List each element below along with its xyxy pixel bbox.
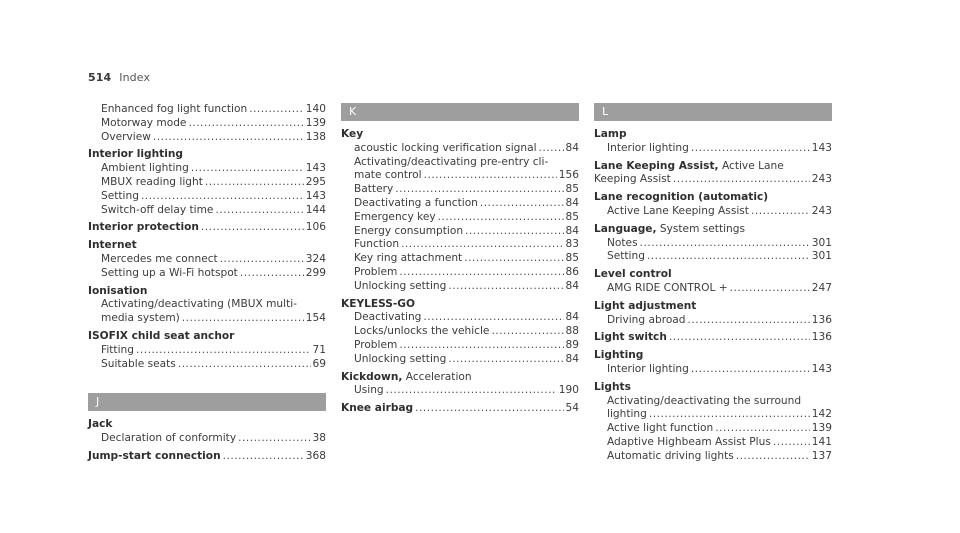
page-reference: 136 <box>811 313 832 326</box>
dot-leader <box>688 314 810 328</box>
index-subentry-text: AMG RIDE CONTROL + <box>607 281 728 294</box>
index-subentry-text: Key ring attachment <box>354 252 463 265</box>
page-reference: 144 <box>305 203 326 216</box>
index-subentry-text: lighting <box>607 408 647 421</box>
index-heading-suffix: Acceleration <box>402 370 472 383</box>
page-reference: 368 <box>305 449 326 462</box>
page-reference: 190 <box>558 384 579 397</box>
index-subentry-text: Ambient lighting <box>101 162 189 175</box>
index-entry <box>594 268 832 296</box>
dot-leader <box>153 131 304 145</box>
index-subentry <box>341 238 579 252</box>
index-subentry-text: Deactivating a function <box>354 196 478 209</box>
dot-leader <box>673 173 810 187</box>
dot-leader <box>640 237 810 251</box>
page-reference: 139 <box>305 116 326 129</box>
index-subentry <box>594 142 832 156</box>
index-entry-row <box>88 221 326 235</box>
index-subentry-text: Adaptive Highbeam Assist Plus <box>607 435 771 448</box>
page-title: Index <box>119 71 151 84</box>
page-reference: 85 <box>565 252 579 265</box>
dot-leader <box>386 384 557 398</box>
index-subentry <box>594 237 832 251</box>
page-header <box>88 71 150 84</box>
page-reference: 143 <box>811 362 832 375</box>
index-entry <box>341 402 579 416</box>
index-heading-line <box>594 160 832 174</box>
index-subentry-text: mate control <box>354 169 422 182</box>
dot-leader <box>424 169 557 183</box>
dot-leader <box>191 162 304 176</box>
index-subentry-text: Declaration of conformity <box>101 432 237 445</box>
page-reference: 136 <box>811 331 832 344</box>
index-entry <box>88 418 326 446</box>
index-subentry-text: MBUX reading light <box>101 175 203 188</box>
index-heading-line <box>594 349 832 363</box>
index-heading-line <box>341 371 579 385</box>
index-subentry <box>594 422 832 436</box>
index-subentry <box>88 344 326 358</box>
index-heading: Internet <box>88 239 137 252</box>
index-subentry <box>341 142 579 156</box>
index-entry <box>594 381 832 464</box>
dot-leader <box>215 204 303 218</box>
index-subentry <box>341 211 579 225</box>
index-heading-line <box>594 300 832 314</box>
index-subentry <box>88 117 326 131</box>
index-subentry <box>341 252 579 266</box>
index-heading: Ionisation <box>88 284 148 297</box>
index-subentry-text: Deactivating <box>354 311 422 324</box>
index-entry <box>88 148 326 217</box>
index-subentry-text: Switch-off delay time <box>101 203 214 216</box>
dot-leader <box>669 331 810 345</box>
page-reference: 89 <box>565 338 579 351</box>
page-reference: 143 <box>305 162 326 175</box>
index-subentry-text: Active Lane Keeping Assist <box>607 204 749 217</box>
page-reference: 86 <box>565 265 579 278</box>
page-reference: 139 <box>811 422 832 435</box>
index-subentry-text: media system) <box>101 312 180 325</box>
index-heading-line <box>341 128 579 142</box>
index-heading: Language, <box>594 222 657 235</box>
dot-leader <box>539 142 564 156</box>
index-heading-line <box>594 381 832 395</box>
index-subentry <box>341 225 579 239</box>
index-heading-line <box>88 285 326 299</box>
index-heading: Light switch <box>594 331 667 344</box>
index-heading-line <box>594 223 832 237</box>
dot-leader <box>691 363 810 377</box>
index-heading-line <box>594 268 832 282</box>
dot-leader <box>465 225 563 239</box>
index-subentry <box>341 339 579 353</box>
dot-leader <box>205 176 304 190</box>
index-subentry-text: Overview <box>101 130 151 143</box>
dot-leader <box>395 183 563 197</box>
index-heading: Light adjustment <box>594 299 697 312</box>
index-subentry <box>594 436 832 450</box>
index-entry <box>594 300 832 328</box>
index-subentry-text: Active light function <box>607 422 714 435</box>
index-entry <box>594 223 832 264</box>
index-heading-line <box>88 418 326 432</box>
index-entry <box>341 298 579 367</box>
index-entry <box>341 371 579 399</box>
index-entry <box>88 450 326 464</box>
index-entry <box>594 349 832 377</box>
index-subentry <box>594 205 832 219</box>
index-heading: Jack <box>88 418 113 431</box>
index-heading: Kickdown, <box>341 370 403 383</box>
page-reference: 243 <box>811 204 832 217</box>
index-entry <box>594 128 832 156</box>
dot-leader <box>249 103 304 117</box>
page-reference: 83 <box>565 238 579 251</box>
dot-leader <box>188 117 303 131</box>
page-reference: 247 <box>811 281 832 294</box>
index-entry <box>341 128 579 294</box>
dot-leader <box>399 339 563 353</box>
dot-leader <box>223 450 304 464</box>
index-subentry-text: Function <box>354 238 400 251</box>
index-subentry <box>594 250 832 264</box>
page-reference: 88 <box>565 325 579 338</box>
index-heading-suffix: System settings <box>656 222 746 235</box>
dot-leader <box>730 282 810 296</box>
index-subentry <box>594 314 832 328</box>
page-reference: 69 <box>312 357 326 370</box>
index-subentry-text: Battery <box>354 183 394 196</box>
index-subentry-text: Enhanced fog light function <box>101 103 248 115</box>
page-reference: 243 <box>811 173 832 186</box>
dot-leader <box>178 358 311 372</box>
page-reference: 54 <box>565 402 579 415</box>
index-heading-line <box>88 330 326 344</box>
index-subentry-text: Unlocking setting <box>354 352 447 365</box>
index-entry <box>88 103 326 144</box>
dot-leader <box>201 221 304 235</box>
index-heading: KEYLESS-GO <box>341 297 415 310</box>
dot-leader <box>220 253 304 267</box>
dot-leader <box>715 422 810 436</box>
index-subentry-text: Unlocking setting <box>354 279 447 292</box>
index-heading-line <box>88 148 326 162</box>
page-reference: 143 <box>305 189 326 202</box>
index-subentry <box>88 204 326 218</box>
index-subentry <box>88 131 326 145</box>
index-heading-line <box>594 191 832 205</box>
index-subentry <box>594 173 832 187</box>
page-reference: 84 <box>565 224 579 237</box>
index-subentry <box>88 162 326 176</box>
page-reference: 84 <box>565 352 579 365</box>
page-reference: 156 <box>558 169 579 182</box>
index-subentry <box>341 266 579 280</box>
page-reference: 141 <box>811 435 832 448</box>
index-subentry <box>341 353 579 367</box>
page-reference: 301 <box>811 236 832 249</box>
index-entry-row <box>341 402 579 416</box>
index-subentry <box>594 408 832 422</box>
dot-leader <box>240 267 304 281</box>
index-subentry-text: Interior lighting <box>607 362 689 375</box>
index-subentry <box>88 432 326 446</box>
page-reference: 142 <box>811 408 832 421</box>
index-subentry <box>88 103 326 117</box>
page-reference: 301 <box>811 250 832 263</box>
index-subentry <box>341 384 579 398</box>
index-heading: Lane Keeping Assist, <box>594 159 719 172</box>
section-letter-bar: K <box>341 103 579 121</box>
index-subentry-line: Activating/deactivating pre-entry cli- <box>354 155 549 168</box>
dot-leader <box>136 344 311 358</box>
page-reference: 106 <box>305 221 326 234</box>
index-subentry-text: Interior lighting <box>607 141 689 154</box>
index-subentry <box>88 253 326 267</box>
index-subentry-text: Setting <box>101 189 139 202</box>
index-heading: Key <box>341 128 364 140</box>
index-subentry-line: Activating/deactivating (MBUX multi- <box>101 298 297 311</box>
index-subentry-text: Emergency key <box>354 210 436 223</box>
index-subentry-text: acoustic locking verification signal <box>354 141 537 154</box>
dot-leader <box>464 252 563 266</box>
dot-leader <box>773 436 810 450</box>
page-reference: 71 <box>312 343 326 356</box>
index-subentry <box>341 197 579 211</box>
dot-leader <box>415 402 563 416</box>
page-number: 514 <box>88 71 112 84</box>
page-reference: 85 <box>565 183 579 196</box>
index-subentry <box>341 325 579 339</box>
index-subentry <box>341 311 579 325</box>
page-reference: 143 <box>811 141 832 154</box>
index-heading: Level control <box>594 268 672 281</box>
page-reference: 324 <box>305 252 326 265</box>
dot-leader <box>691 142 810 156</box>
dot-leader <box>480 197 564 211</box>
index-heading: Interior protection <box>88 221 199 234</box>
section-letter-bar: L <box>594 103 832 121</box>
index-subentry <box>341 280 579 294</box>
dot-leader <box>751 205 810 219</box>
dot-leader <box>491 325 563 339</box>
index-subentry-text: Notes <box>607 236 638 249</box>
index-subentry-text: Energy consumption <box>354 224 464 237</box>
section-letter-bar: J <box>88 393 326 411</box>
index-entry <box>88 285 326 326</box>
dot-leader <box>423 311 563 325</box>
page-reference: 38 <box>312 432 326 445</box>
index-entry <box>594 331 832 345</box>
index-heading: Lane recognition (automatic) <box>594 191 769 204</box>
index-column-3 <box>594 103 832 468</box>
page-reference: 84 <box>565 279 579 292</box>
index-heading: Lights <box>594 380 631 393</box>
index-heading: Lamp <box>594 128 627 140</box>
page-reference: 84 <box>565 311 579 324</box>
index-heading: Knee airbag <box>341 402 414 415</box>
dot-leader <box>649 408 810 422</box>
dot-leader <box>401 238 563 252</box>
index-subentry-text: Locks/unlocks the vehicle <box>354 325 490 338</box>
dot-leader <box>448 353 563 367</box>
page-reference: 295 <box>305 175 326 188</box>
index-subentry-text: Automatic driving lights <box>607 449 734 462</box>
page-reference: 84 <box>565 141 579 154</box>
index-entry <box>88 221 326 235</box>
index-subentry <box>594 363 832 377</box>
index-heading: Interior lighting <box>88 148 183 161</box>
dot-leader <box>399 266 563 280</box>
index-entry <box>594 191 832 219</box>
page-reference: 84 <box>565 196 579 209</box>
index-column-1 <box>88 103 326 468</box>
index-subentry-text: Setting <box>607 250 645 263</box>
index-heading: ISOFIX child seat anchor <box>88 329 235 342</box>
index-heading: Lighting <box>594 349 644 362</box>
index-subentry <box>341 169 579 183</box>
index-subentry <box>594 450 832 464</box>
index-heading-suffix: Active Lane <box>718 159 784 172</box>
index-subentry <box>594 282 832 296</box>
dot-leader <box>438 211 564 225</box>
index-subentry-text: Motorway mode <box>101 116 187 129</box>
index-subentry-text: Mercedes me connect <box>101 252 218 265</box>
index-subentry <box>88 358 326 372</box>
index-subentry-text: Keeping Assist <box>594 173 671 186</box>
index-column-2 <box>341 103 579 420</box>
dot-leader <box>141 190 304 204</box>
page-reference: 140 <box>305 103 326 115</box>
dot-leader <box>448 280 563 294</box>
index-entry <box>88 330 326 371</box>
index-entry-row <box>594 331 832 345</box>
index-subentry <box>88 312 326 326</box>
index-subentry <box>88 267 326 281</box>
index-subentry-text: Fitting <box>101 343 134 356</box>
dot-leader <box>736 450 810 464</box>
dot-leader <box>238 432 310 446</box>
index-heading-line <box>88 239 326 253</box>
index-subentry-text: Problem <box>354 265 398 278</box>
page-reference: 154 <box>305 312 326 325</box>
index-subentry <box>341 183 579 197</box>
index-subentry-text: Setting up a Wi-Fi hotspot <box>101 266 238 279</box>
page-reference: 138 <box>305 130 326 143</box>
index-subentry <box>88 190 326 204</box>
index-subentry-line: Activating/deactivating the surround <box>607 394 802 407</box>
page-reference: 137 <box>811 449 832 462</box>
index-subentry-text: Problem <box>354 338 398 351</box>
index-subentry-text: Driving abroad <box>607 313 686 326</box>
dot-leader <box>182 312 304 326</box>
index-subentry <box>88 176 326 190</box>
index-heading-line <box>594 128 832 142</box>
index-entry-row <box>88 450 326 464</box>
index-entry <box>594 160 832 188</box>
index-entry <box>88 239 326 280</box>
page-reference: 299 <box>305 266 326 279</box>
index-subentry-text: Suitable seats <box>101 357 176 370</box>
page-reference: 85 <box>565 210 579 223</box>
index-heading-line <box>341 298 579 312</box>
index-subentry-text: Using <box>354 384 384 397</box>
index-heading: Jump-start connection <box>88 449 221 462</box>
dot-leader <box>647 250 810 264</box>
